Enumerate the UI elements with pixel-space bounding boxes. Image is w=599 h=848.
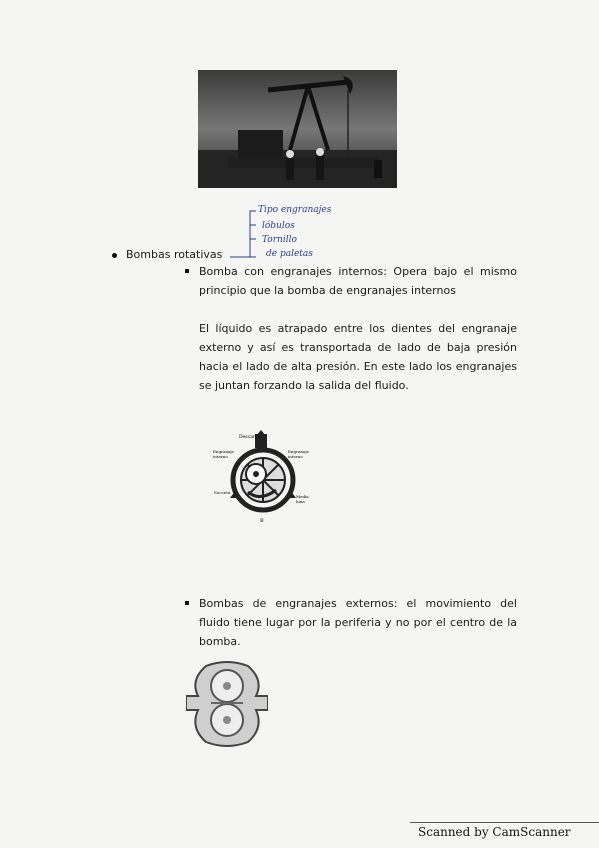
pumpjack-photo [198, 70, 397, 188]
section-title: Bombas rotativas [126, 248, 223, 261]
label-engranaje-interno-left: Engranaje [213, 449, 234, 454]
label-b: B [260, 518, 264, 524]
label-media-luna: Media [296, 494, 309, 499]
section-heading [112, 248, 222, 261]
square-bullet-icon [185, 601, 189, 605]
label-engranaje-interno-right-2: interno [288, 454, 303, 459]
scanner-watermark: Scanned by CamScanner [418, 825, 571, 839]
square-bullet-icon [185, 269, 189, 273]
label-media-luna-2: luna [296, 499, 305, 504]
item-1-title: Bomba con engranajes internos: Opera bajo el mismo principio que la bomba de engranajes internos [199, 265, 517, 297]
label-descarga: Descarga [239, 435, 261, 440]
footer-divider [410, 822, 599, 823]
handwritten-note: de paletas [266, 249, 313, 259]
item-1-body: El líquido es atrapado entre los dientes del engranaje externo y así es transportada de lado de baja presión hacia el lado de alta presión. En este lado los engranajes se juntan forzando la salida del fluido. [199, 322, 517, 392]
label-engranaje-interno-right: Engranaje [288, 449, 309, 454]
label-succion: Succión [214, 490, 231, 495]
handwritten-note: Tornillo [262, 235, 297, 245]
item-2-title: Bombas de engranajes externos: el movimiento del fluido tiene lugar por la periferia y no por el centro de la bomba. [199, 597, 517, 648]
bullet-icon [112, 253, 117, 258]
external-gear-pump-diagram [186, 660, 268, 748]
label-engranaje-interno-left-2: interno [213, 454, 228, 459]
handwritten-note: Tipo engranajes [258, 205, 332, 215]
handwritten-note: lóbulos [262, 221, 295, 231]
internal-gear-pump-diagram [210, 430, 320, 525]
